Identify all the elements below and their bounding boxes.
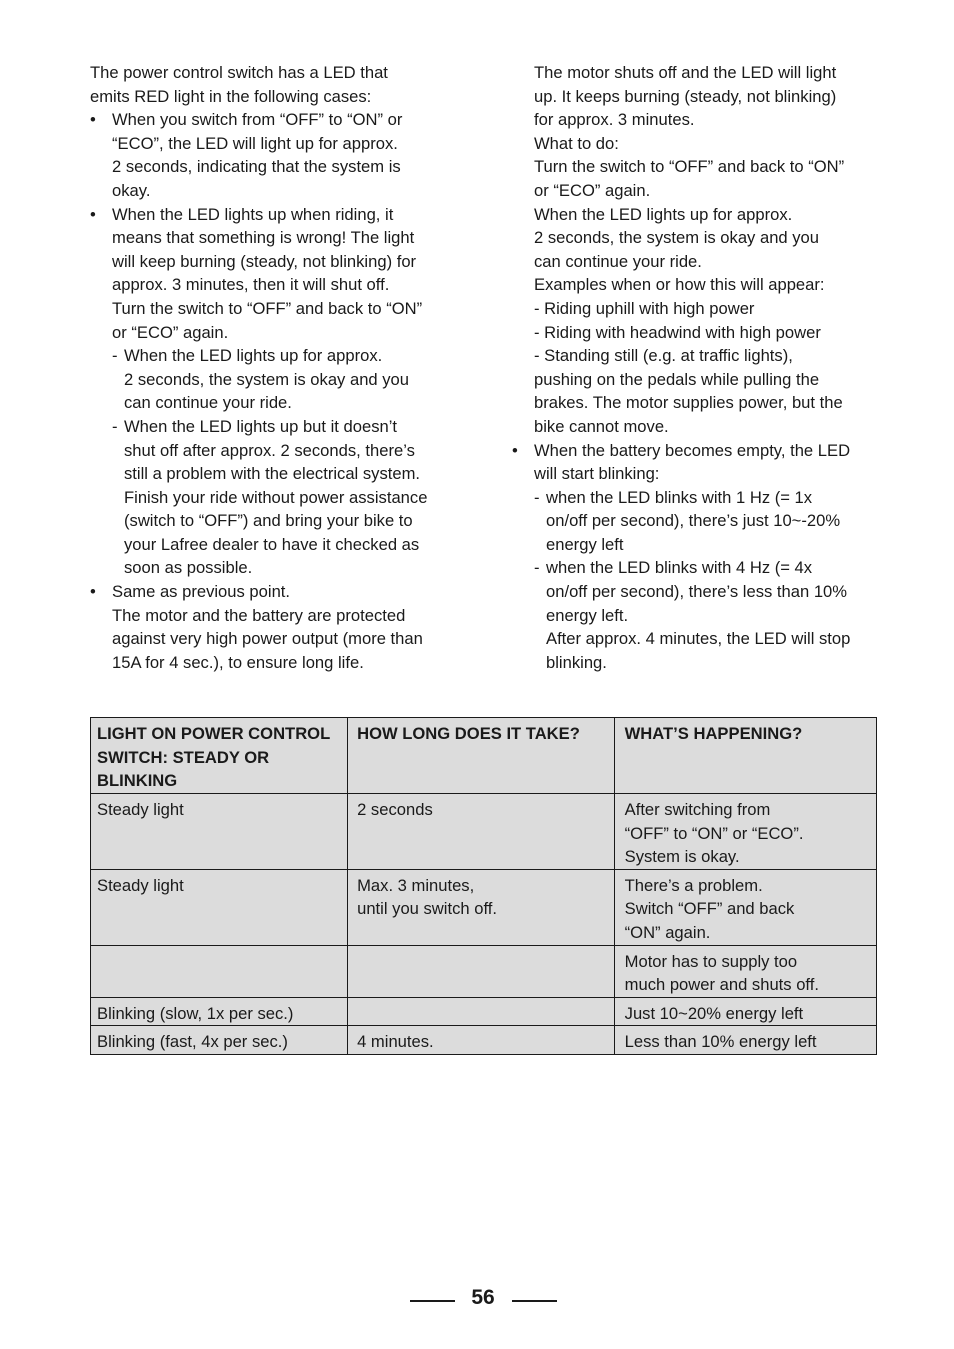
text-line: STEADY OR BLINKING	[97, 747, 270, 791]
table-row	[91, 794, 877, 870]
text-line: Turn the switch to “OFF” and back to “ON”	[112, 298, 423, 318]
text-line: Just 10~20% energy left	[624, 1003, 804, 1023]
text-line: What to do:	[534, 133, 619, 153]
table-cell	[614, 1026, 876, 1055]
text-line: WHAT’S HAPPENING?	[624, 724, 803, 743]
text-line: blinking.	[546, 652, 607, 672]
text-line: SWITCH:	[97, 747, 168, 767]
text-line: There’s a problem.	[624, 875, 763, 895]
text-line: means that something is wrong! The light	[112, 228, 415, 248]
table-cell	[91, 997, 348, 1026]
text-line: will keep burning (steady, not blinking) for	[112, 251, 417, 271]
right-column	[534, 61, 884, 674]
text-line: up. It keeps burning (steady, not blinking)	[534, 86, 837, 106]
text-line: energy left.	[546, 605, 629, 625]
text-line: brakes. The motor supplies power, but the	[534, 393, 843, 413]
left-column	[90, 61, 462, 674]
text-line: Blinking (fast, 4x per sec.)	[97, 1032, 288, 1052]
text-line: After switching from	[624, 800, 771, 819]
text-line: emits RED light in the following cases:	[90, 86, 372, 106]
dash-marker: -	[112, 346, 118, 366]
table-header-row	[91, 718, 877, 794]
text-line: Turn the switch to “OFF” and back to “ON”	[534, 157, 845, 177]
text-line: when the LED blinks with 1 Hz (= 1x	[546, 487, 813, 507]
text-line: on/off per second), there’s just 10~-20%	[546, 511, 841, 531]
table-cell	[348, 945, 615, 997]
header-light-on-switch	[91, 718, 348, 794]
table-cell	[348, 1026, 615, 1055]
text-line: until you switch off.	[357, 899, 497, 919]
dash-item-system-okay	[112, 344, 462, 415]
footer-rule-left	[410, 1300, 455, 1302]
text-line: The motor and the battery are protected	[112, 605, 406, 625]
text-line: against very high power output (more than	[112, 629, 423, 649]
table-cell	[614, 869, 876, 945]
text-line: When the battery becomes empty, the LED	[534, 440, 851, 460]
text-line: Same as previous point.	[112, 582, 291, 602]
text-line: “OFF” to “ON” or “ECO”.	[624, 823, 804, 843]
table-cell	[91, 794, 348, 870]
text-line: After approx. 4 minutes, the LED will stop	[546, 629, 851, 649]
text-line: Switch “OFF” and back	[624, 899, 795, 919]
text-line: much power and shuts off.	[624, 975, 819, 995]
bullet-item-switch-on	[90, 108, 462, 202]
text-line: When the LED lights up for approx.	[124, 346, 383, 366]
text-line: Blinking (slow, 1x per sec.)	[97, 1003, 294, 1023]
dash-marker: -	[534, 487, 540, 507]
page-number: 56	[471, 1286, 495, 1309]
table-cell	[91, 945, 348, 997]
text-line: Examples when or how this will appear:	[534, 275, 825, 295]
text-line: - Standing still (e.g. at traffic lights),	[534, 346, 793, 366]
text-line: 15A for 4 sec.), to ensure long life.	[112, 652, 364, 672]
table-row	[91, 869, 877, 945]
text-line: on/off per second), there’s less than 10%	[546, 582, 848, 602]
text-line: When you switch from “OFF” to “ON” or	[112, 110, 403, 130]
text-line: “ON” again.	[624, 922, 711, 942]
text-line: 2 seconds, the system is okay and you	[534, 228, 820, 248]
text-line: soon as possible.	[124, 558, 253, 578]
text-line: Steady light	[97, 800, 184, 819]
table-row	[91, 945, 877, 997]
text-line: (switch to “OFF”) and bring your bike to	[124, 511, 413, 531]
text-line: - Riding with headwind with high power	[534, 322, 821, 342]
text-line: “ECO”, the LED will light up for approx.	[112, 133, 398, 153]
text-line: Max. 3 minutes,	[357, 875, 475, 895]
text-line: when the LED blinks with 4 Hz (= 4x	[546, 558, 813, 578]
text-line: approx. 3 minutes, then it will shut off.	[112, 275, 390, 295]
text-line: okay.	[112, 180, 151, 200]
text-line: HOW LONG DOES IT TAKE?	[357, 724, 580, 743]
text-line: 2 seconds, the system is okay and you	[124, 369, 410, 389]
text-line: Steady light	[97, 875, 184, 895]
header-whats-happening	[614, 718, 876, 794]
table-cell	[348, 794, 615, 870]
dash-marker: -	[534, 558, 540, 578]
text-line: Less than 10% energy left	[624, 1032, 817, 1052]
text-line: When the LED lights up but it doesn’t	[124, 416, 398, 436]
table-row	[91, 1026, 877, 1055]
footer-rule-right	[512, 1300, 557, 1302]
text-line: Motor has to supply too	[624, 951, 798, 971]
bullet-item-previous-point	[90, 580, 462, 674]
table-cell	[91, 869, 348, 945]
led-status-table	[90, 717, 877, 1055]
text-line: your Lafree dealer to have it checked as	[124, 534, 420, 554]
table-row	[91, 997, 877, 1026]
page-footer	[0, 1284, 954, 1314]
text-line: System is okay.	[624, 847, 740, 867]
intro-paragraph	[90, 61, 462, 108]
text-line: bike cannot move.	[534, 416, 669, 436]
text-line: The motor shuts off and the LED will light	[534, 63, 837, 82]
table-cell	[614, 945, 876, 997]
text-line: still a problem with the electrical system.	[124, 464, 421, 484]
text-line: Finish your ride without power assistance	[124, 487, 428, 507]
text-line: for approx. 3 minutes.	[534, 110, 695, 130]
dash-item-4hz	[534, 556, 884, 674]
text-line: can continue your ride.	[534, 251, 702, 271]
text-line: 4 minutes.	[357, 1032, 434, 1052]
text-line: energy left	[546, 534, 624, 554]
table-cell	[91, 1026, 348, 1055]
table-cell	[348, 869, 615, 945]
text-line: or “ECO” again.	[534, 180, 651, 200]
table-cell	[614, 997, 876, 1026]
dash-item-1hz	[534, 486, 884, 557]
bullet-item-battery-empty	[512, 439, 884, 675]
bullet-item-riding	[90, 203, 462, 581]
dash-item-still-problem	[112, 415, 462, 580]
motor-shutoff-paragraph	[534, 61, 884, 439]
text-line: The power control switch has a LED that	[90, 63, 388, 82]
text-line: LIGHT ON POWER CONTROL	[97, 724, 330, 743]
text-line: - Riding uphill with high power	[534, 298, 755, 318]
text-line: will start blinking:	[534, 464, 660, 484]
text-line: When the LED lights up for approx.	[534, 204, 793, 224]
text-line: shut off after approx. 2 seconds, there’s	[124, 440, 415, 460]
table-cell	[614, 794, 876, 870]
text-line: pushing on the pedals while pulling the	[534, 369, 820, 389]
text-line: or “ECO” again.	[112, 322, 229, 342]
header-how-long	[348, 718, 615, 794]
text-line: 2 seconds	[357, 800, 433, 819]
text-line: When the LED lights up when riding, it	[112, 204, 394, 224]
dash-marker: -	[112, 416, 118, 436]
text-line: 2 seconds, indicating that the system is	[112, 157, 401, 177]
table-cell	[348, 997, 615, 1026]
text-line: can continue your ride.	[124, 393, 292, 413]
